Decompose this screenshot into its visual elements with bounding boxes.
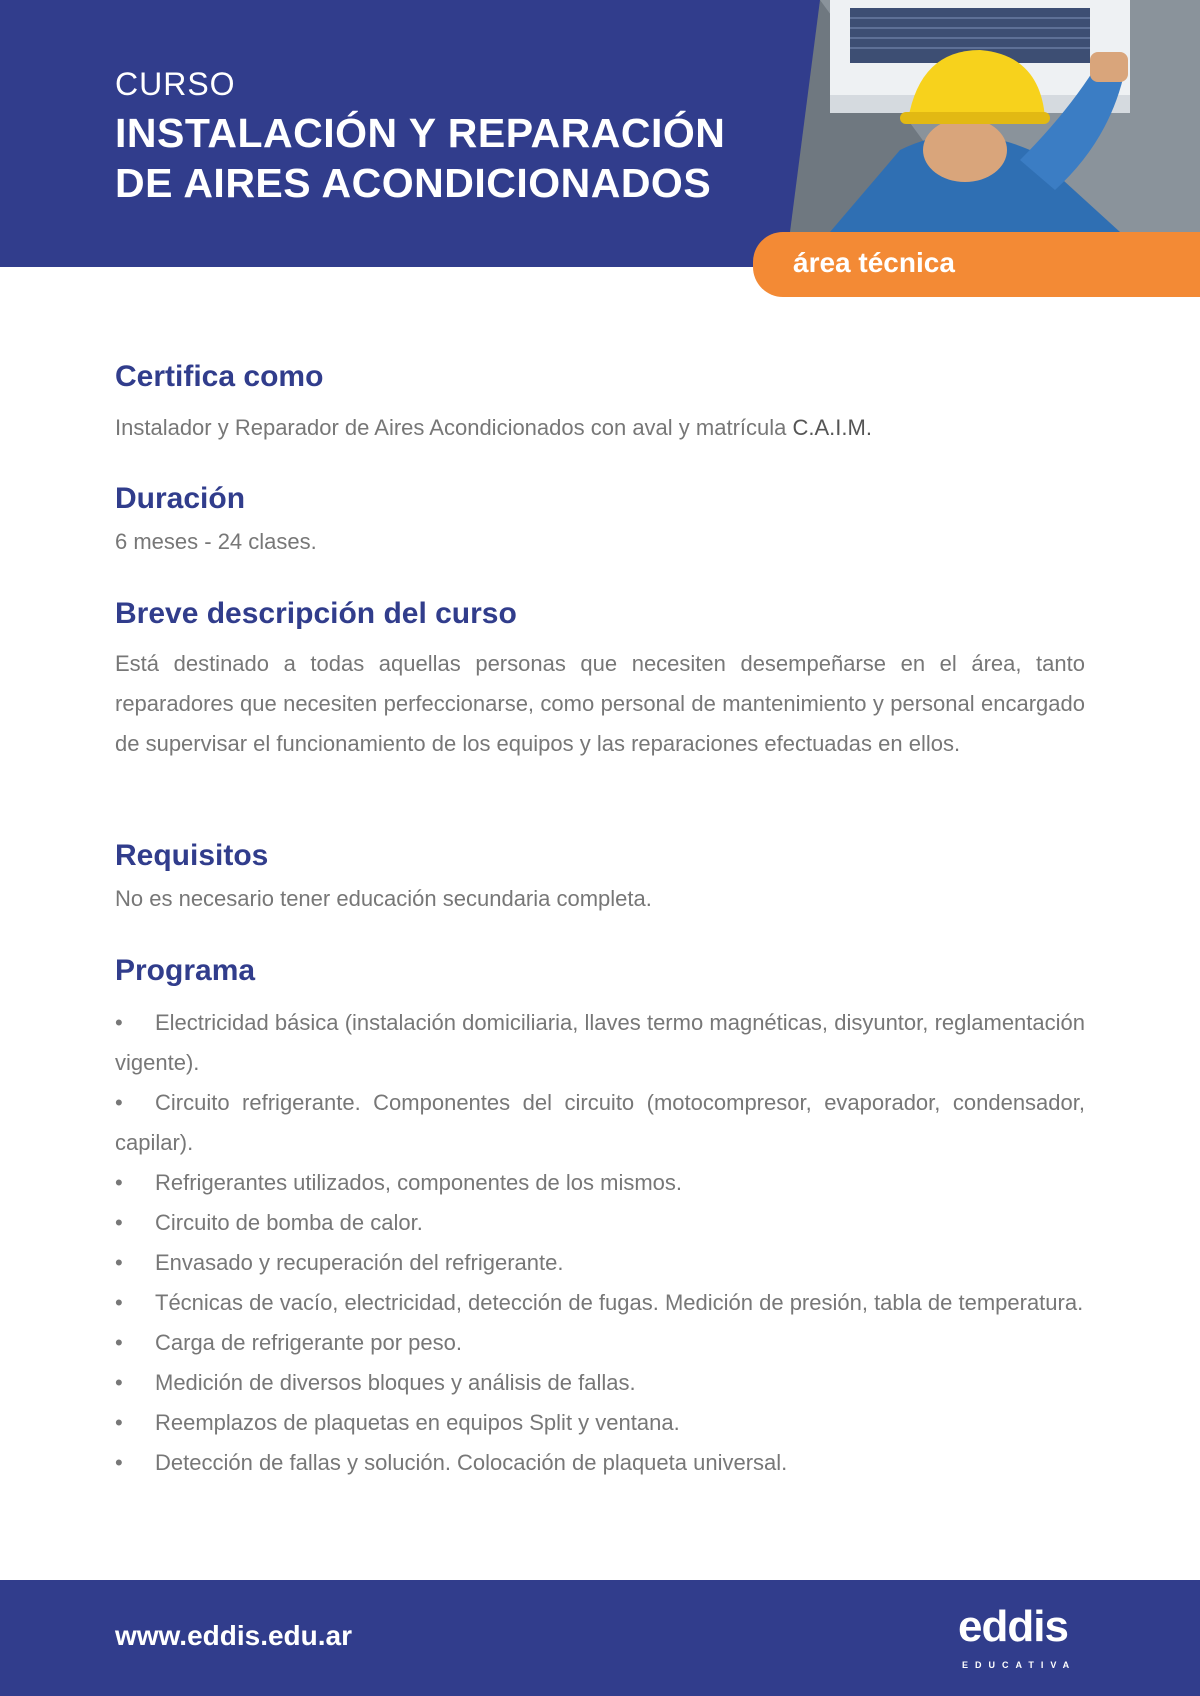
area-tab	[753, 232, 1200, 297]
heading-certifica: Certifica como	[115, 360, 324, 393]
list-item-text: Medición de diversos bloques y análisis de fallas.	[155, 1370, 636, 1395]
list-item-text: Circuito de bomba de calor.	[155, 1210, 423, 1235]
logo-wordmark: eddis	[958, 1602, 1068, 1651]
list-item	[115, 1443, 1085, 1483]
list-item-text: Reemplazos de plaquetas en equipos Split y ventana.	[155, 1410, 680, 1435]
bullet-icon: •	[115, 1210, 123, 1235]
logo-subtitle: EDUCATIVA	[962, 1660, 1077, 1670]
bullet-icon: •	[115, 1170, 123, 1195]
certifica-text-main: Instalador y Reparador de Aires Acondicionados con aval y matrícula	[115, 415, 793, 440]
bullet-icon: •	[115, 1370, 123, 1395]
list-item-text: Electricidad básica (instalación domiciliaria, llaves termo magnéticas, disyuntor, reglamentación vigente).	[115, 1010, 1085, 1075]
footer-bar	[0, 1580, 1200, 1696]
list-item	[115, 1283, 1085, 1323]
eddis-logo	[958, 1602, 1088, 1682]
requisitos-text: No es necesario tener educación secundaria completa.	[115, 886, 652, 911]
descripcion-text: Está destinado a todas aquellas personas que necesiten desempeñarse en el área, tanto reparadores que necesiten perfeccionarse, como personal de mantenimiento y personal encargado de supervisar el funcionamiento de los equipos y las reparaciones efectuadas en ellos.	[115, 651, 1085, 756]
bullet-icon: •	[115, 1090, 123, 1115]
list-item-text: Envasado y recuperación del refrigerante.	[155, 1250, 564, 1275]
duracion-text: 6 meses - 24 clases.	[115, 529, 317, 554]
list-item	[115, 1083, 1085, 1163]
certifica-text-caim: C.A.I.M.	[792, 415, 872, 440]
list-item	[115, 1243, 1085, 1283]
course-kicker: CURSO	[115, 66, 236, 102]
course-title	[115, 108, 815, 208]
heading-duracion: Duración	[115, 482, 246, 515]
list-item-text: Carga de refrigerante por peso.	[155, 1330, 462, 1355]
heading-programa: Programa	[115, 954, 256, 987]
list-item	[115, 1003, 1085, 1083]
list-item	[115, 1203, 1085, 1243]
technician-illustration	[790, 0, 1200, 232]
technician-photo-icon	[790, 0, 1200, 232]
list-item-text: Detección de fallas y solución. Colocación de plaqueta universal.	[155, 1450, 788, 1475]
bullet-icon: •	[115, 1290, 123, 1315]
area-tab-label: área técnica	[793, 247, 955, 278]
list-item	[115, 1163, 1085, 1203]
bullet-icon: •	[115, 1010, 123, 1035]
bullet-icon: •	[115, 1330, 123, 1355]
list-item	[115, 1403, 1085, 1443]
bullet-icon: •	[115, 1450, 123, 1475]
website-link[interactable]: www.eddis.edu.ar	[115, 1620, 353, 1651]
heading-requisitos: Requisitos	[115, 839, 269, 872]
list-item-text: Técnicas de vacío, electricidad, detección de fugas. Medición de presión, tabla de temperatura.	[155, 1290, 1084, 1315]
list-item	[115, 1323, 1085, 1363]
list-item	[115, 1363, 1085, 1403]
course-title-line-1: INSTALACIÓN Y REPARACIÓN	[115, 110, 726, 156]
list-item-text: Circuito refrigerante. Componentes del circuito (motocompresor, evaporador, condensador, capilar).	[115, 1090, 1085, 1155]
certifica-text	[115, 408, 1085, 448]
bullet-icon: •	[115, 1410, 123, 1435]
course-title-line-2: DE AIRES ACONDICIONADOS	[115, 160, 712, 206]
programa-list	[115, 1003, 1085, 1483]
list-item-text: Refrigerantes utilizados, componentes de los mismos.	[155, 1170, 683, 1195]
bullet-icon: •	[115, 1250, 123, 1275]
heading-descripcion: Breve descripción del curso	[115, 597, 517, 630]
